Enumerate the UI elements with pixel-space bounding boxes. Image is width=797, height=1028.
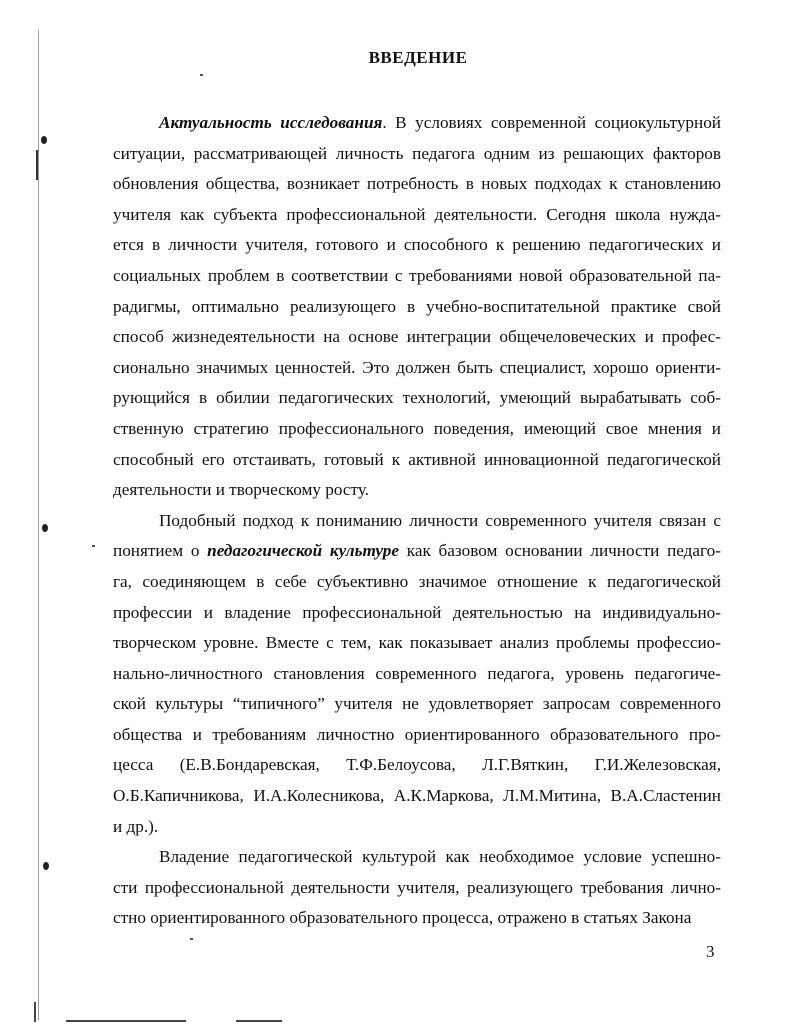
text-run: Подобный подход к пониманию личности современного учителя связан с [159, 510, 721, 530]
text-line [113, 169, 721, 200]
scan-left-edge-mark [36, 150, 38, 180]
text-run: сти профессиональной деятельности учителя, реализующего требования лично- [113, 877, 721, 897]
scan-bottom-line [236, 1020, 282, 1022]
text-line [113, 414, 721, 445]
text-line [113, 536, 721, 567]
page-title: ВВЕДЕНИЕ [368, 48, 468, 67]
text-run: ситуации, рассматривающей личность педагога одним из решающих факторов [113, 143, 721, 163]
text-line [113, 200, 721, 231]
body-text [113, 108, 721, 934]
scan-speck [200, 74, 203, 76]
text-line [113, 903, 721, 934]
binder-hole-middle [42, 524, 48, 532]
text-run: Владение педагогической культурой как необходимое условие успешно- [159, 847, 721, 867]
page-number: 3 [706, 942, 715, 961]
emphasized-term: педагогической культуре [207, 541, 400, 561]
text-line [113, 689, 721, 720]
text-line [113, 750, 721, 781]
text-run: га, соединяющем в себе субъективно значимое отношение к педагогической [113, 571, 721, 591]
text-run: сионально значимых ценностей. Это должен быть специалист, хорошо ориенти- [113, 357, 721, 377]
text-line [113, 659, 721, 690]
text-run: обновления общества, возникает потребность в новых подходах к становлению [113, 174, 721, 194]
text-line [113, 812, 721, 843]
scan-speck [92, 545, 95, 547]
binder-hole-top [41, 136, 47, 144]
text-line [113, 842, 721, 873]
text-run: радигмы, оптимально реализующего в учебно-воспитательной практике свой [113, 296, 721, 316]
emphasized-term: Актуальность исследования [159, 113, 383, 132]
text-line [113, 720, 721, 751]
text-run: ется в личности учителя, готового и способного к решению педагогических и [113, 235, 721, 255]
text-run: ственную стратегию профессионального поведения, имеющий свое мнения и [113, 418, 721, 438]
text-run: способ жизнедеятельности на основе интеграции общечеловеческих и профес- [113, 327, 721, 347]
text-line [113, 475, 721, 506]
binder-hole-bottom [43, 862, 49, 870]
text-line [113, 873, 721, 904]
scan-speck [190, 938, 193, 940]
text-run: социальных проблем в соответствии с требованиями новой образовательной па- [113, 265, 721, 285]
text-line [113, 292, 721, 323]
text-run: творческом уровне. Вместе с тем, как показывает анализ проблемы профессио- [113, 633, 721, 653]
text-run: цесса (Е.В.Бондаревская, Т.Ф.Белоусова, Л.Г.Вяткин, Г.И.Железовская, [113, 755, 721, 775]
text-run: стно ориентированного образовательного процесса, отражено в статьях Закона [113, 908, 692, 928]
text-run: понятием о [113, 541, 208, 561]
text-line [113, 230, 721, 261]
text-line [113, 322, 721, 353]
text-line [113, 445, 721, 476]
text-line [113, 353, 721, 384]
text-line [113, 383, 721, 414]
text-run: . В условиях современной социокультурной [382, 113, 721, 132]
text-run: способный его отстаивать, готовый к активной инновационной педагогической [113, 449, 721, 469]
text-run: ской культуры “типичного” учителя не удовлетворяет запросам современного [113, 694, 721, 714]
paragraph [113, 842, 721, 934]
text-run: и др.). [113, 816, 159, 836]
text-run: как базовом основании личности педаго- [399, 541, 721, 561]
text-line [113, 261, 721, 292]
text-run: деятельности и творческому росту. [113, 480, 369, 500]
text-line [113, 108, 721, 139]
text-run: О.Б.Капичникова, И.А.Колесникова, А.К.Маркова, Л.М.Митина, В.А.Сластенин [113, 786, 721, 806]
text-line [113, 506, 721, 537]
text-line [113, 139, 721, 170]
text-line [113, 781, 721, 812]
scan-bottom-line [66, 1020, 186, 1022]
text-run: учителя как субъекта профессиональной деятельности. Сегодня школа нужда- [113, 204, 721, 224]
paragraph [113, 108, 721, 506]
paragraph [113, 506, 721, 843]
scan-left-edge [38, 30, 39, 1020]
text-run: нально-личностного становления современного педагога, уровень педагогиче- [113, 663, 721, 683]
scan-bottom-corner [34, 1002, 36, 1022]
text-run: рующийся в обилии педагогических технологий, умеющий вырабатывать соб- [113, 388, 721, 408]
text-line [113, 567, 721, 598]
text-line [113, 628, 721, 659]
text-run: общества и требованиям личностно ориентированного образовательного про- [113, 724, 721, 744]
text-line [113, 598, 721, 629]
text-run: профессии и владение профессиональной деятельностью на индивидуально- [113, 602, 721, 622]
